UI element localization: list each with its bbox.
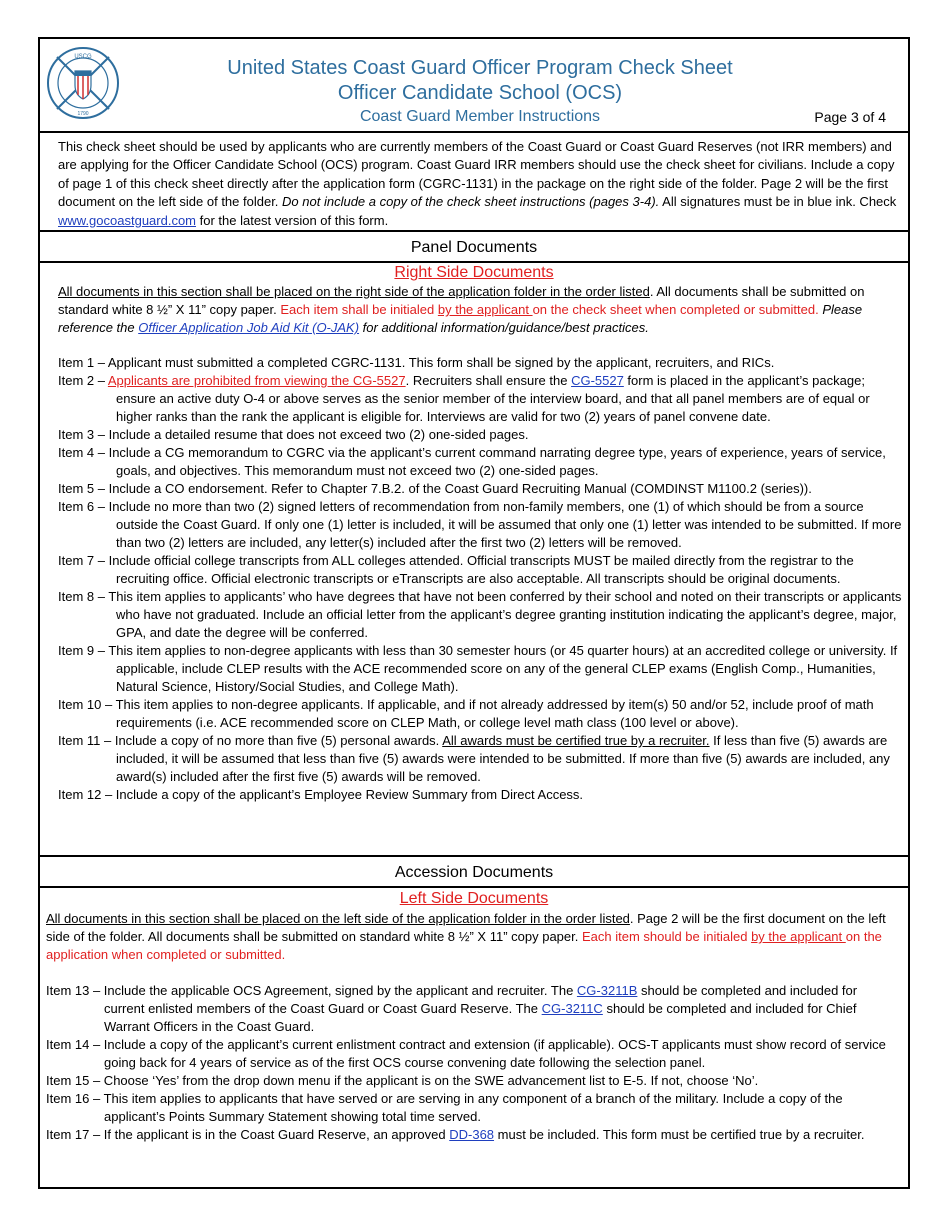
list-item: Item 7 – Include official college transcripts from ALL colleges attended. Official transcripts MUST be mailed directly from the registrar to the recruiting office. Official electronic transcripts or eTranscripts are also acceptable. All transcripts should be original documents. [58,553,854,586]
ojak-link[interactable]: Officer Application Job Aid Kit (O-JAK) [138,320,360,335]
list-item: Item 11 – Include a copy of no more than five (5) personal awards. All awards must be certified true by a recruiter. If less than five (5) awards are included, it will be assumed that less than five (5) awards were intended to be submitted. If more than five (5) awards are included, any award(s) included after the first five (5) awards will be removed. [58,733,890,784]
dd-368-link[interactable]: DD-368 [449,1127,495,1142]
accession-items-list [46,982,901,1144]
cg-5527-link[interactable]: CG-5527 [571,373,624,388]
list-item: Item 15 – Choose ‘Yes’ from the drop down menu if the applicant is on the SWE advancement list to E-5. If not, choose ‘No’. [46,1073,759,1088]
list-item: Item 3 – Include a detailed resume that does not exceed two (2) one-sided pages. [58,427,529,442]
list-item: Item 2 – Applicants are prohibited from viewing the CG-5527. Recruiters shall ensure the CG-5527 form is placed in the applicant’s package; ensure an active duty O-4 or above serves as the senior member of the interview board, and that all panel members are of equal or higher ranks than the rank the applicant is eligible for. Interviews are valid for two (2) years of panel convene date. [58,373,870,424]
gocoastguard-link[interactable]: www.gocoastguard.com [58,212,197,228]
list-item: Item 6 – Include no more than two (2) signed letters of recommendation from non-family members, one (1) of which should be from a source outside the Coast Guard. If only one (1) letter is included, it will be assumed that only one (1) letter was intended to be submitted. If more than two (2) letters are included, any letter(s) included after the first two (2) letters will be removed. [58,499,902,550]
list-item: Item 10 – This item applies to non-degree applicants. If applicable, and if not already addressed by item(s) 50 and/or 52, include proof of math requirements (i.e. ACE recommended score on CLEP Math, or college level math class (100 level or above). [58,697,874,730]
title-line-3: Coast Guard Member Instructions [359,108,601,125]
list-item: Item 5 – Include a CO endorsement. Refer to Chapter 7.B.2. of the Coast Guard Recruiting Manual (COMDINST M1100.2 (series)). [58,481,812,496]
cg-3211c-link[interactable]: CG-3211C [541,1001,603,1016]
page-number: Page 3 of 4 [814,109,886,125]
accession-instructions: All documents in this section shall be placed on the left side of the application folder in the order listed. Page 2 will be the first document on the left side of the folder. All documents shall be submitted on standard white 8 ½” X 11” copy paper. Each item should be initialed by the applicant on the application when completed or submitted. [46,911,886,962]
check-sheet-frame [38,37,910,1189]
list-item: Item 17 – If the applicant is in the Coast Guard Reserve, an approved DD-368 must be included. This form must be certified true by a recruiter. [46,1127,865,1142]
divider [40,261,908,263]
list-item: Item 13 – Include the applicable OCS Agreement, signed by the applicant and recruiter. The CG-3211B should be completed and included for current enlisted members of the Coast Guard or Coast Guard Reserve. The CG-3211C should be completed and included for Chief Warrant Officers in the Coast Guard. [46,983,858,1034]
panel-items-list [58,354,903,804]
list-item: Item 8 – This item applies to applicants’ who have degrees that have not been conferred by their school and noted on their transcripts or applicants who have not graduated. Include an official letter from the applicant’s degree granting institution indicating the applicant’s degree, major, GPA, and date the degree will be conferred. [58,589,902,640]
divider [40,131,908,133]
list-item: Item 12 – Include a copy of the applicant’s Employee Review Summary from Direct Access. [58,787,584,802]
coast-guard-seal-icon [45,45,121,121]
divider [40,230,908,232]
divider [40,855,908,857]
list-item: Item 14 – Include a copy of the applicant’s current enlistment contract and extension (if applicable). OCS-T applicants must show record of service going back for 4 years of service as of the first OCS course convening date following the selection panel. [46,1037,886,1070]
list-item: Item 1 – Applicant must submitted a completed CGRC-1131. This form shall be signed by the applicant, recruiters, and RICs. [58,355,775,370]
right-side-subtitle: Right Side Documents [394,264,554,281]
panel-section-title: Panel Documents [410,239,538,256]
accession-section-title: Accession Documents [394,864,554,881]
svg-text:USCG: USCG [74,54,92,60]
list-item: Item 9 – This item applies to non-degree applicants with less than 30 semester hours (or 45 quarter hours) at an accredited college or university. If applicable, include CLEP results with the ACE recommended score on any of the general CLEP exams (English Comp., Humanities, Natural Science, History/Social Studies, and College Math). [58,643,898,694]
header [40,39,908,131]
cg-3211b-link[interactable]: CG-3211B [576,983,638,998]
list-item: Item 16 – This item applies to applicants that have served or are serving in any component of a branch of the military. Include a copy of the applicant’s Points Summary Statement showing total time served. [46,1091,843,1124]
title-line-1: United States Coast Guard Officer Program Check Sheet [227,57,733,79]
intro-paragraph: This check sheet should be used by applicants who are currently members of the Coast Guard or Coast Guard Reserves (not IRR members) and are applying for the Officer Candidate School (OCS) program. Coast Guard IRR members should use the check sheet for civilians. Include a copy of page 1 of this check sheet directly after the application form (CGRC-1131) in the package on the right side of the folder. Page 2 will be the first document on the left side of the folder. Do not include a copy of the check sheet instructions (pages 3-4). All signatures must be in blue ink. Check www.gocoastguard.com for the latest version of this form. [58,139,897,228]
panel-instructions: All documents in this section shall be placed on the right side of the application folder in the order listed. All documents shall be submitted on standard white 8 ½” X 11” copy paper. Each item shall be initialed by the applicant on the check sheet when completed or submitted. Please reference the Officer Application Job Aid Kit (O-JAK) for additional information/guidance/best practices. [58,284,865,335]
title-line-2: Officer Candidate School (OCS) [337,82,623,104]
divider [40,886,908,888]
svg-text:1790: 1790 [77,111,89,117]
list-item: Item 4 – Include a CG memorandum to CGRC via the applicant’s current command narrating degree type, years of experience, years of service, goals, and objectives. This memorandum must not exceed two (2) one-sided pages. [58,445,886,478]
left-side-subtitle: Left Side Documents [399,890,549,907]
